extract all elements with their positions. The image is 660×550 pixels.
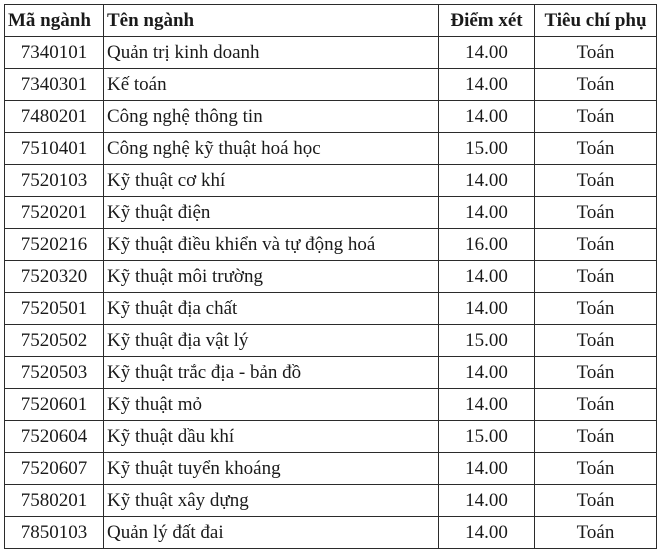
admission-score-cell: 14.00: [439, 389, 535, 421]
admission-score-cell: 14.00: [439, 485, 535, 517]
secondary-criterion-cell: Toán: [535, 453, 657, 485]
admission-score-cell: 15.00: [439, 325, 535, 357]
table-row: [5, 517, 657, 549]
admission-score-cell: 15.00: [439, 421, 535, 453]
table-row: [5, 261, 657, 293]
major-name-cell: Công nghệ thông tin: [104, 101, 439, 133]
major-name-cell: Kỹ thuật môi trường: [104, 261, 439, 293]
major-code-cell: 7480201: [5, 101, 104, 133]
table-body: [5, 37, 657, 549]
major-code-cell: 7520604: [5, 421, 104, 453]
major-code-cell: 7520607: [5, 453, 104, 485]
table-row: [5, 485, 657, 517]
header-major-code: Mã ngành: [5, 5, 104, 37]
major-name-cell: Kỹ thuật địa vật lý: [104, 325, 439, 357]
major-name-cell: Kỹ thuật trắc địa - bản đồ: [104, 357, 439, 389]
secondary-criterion-cell: Toán: [535, 197, 657, 229]
secondary-criterion-cell: Toán: [535, 133, 657, 165]
table-row: [5, 197, 657, 229]
secondary-criterion-cell: Toán: [535, 229, 657, 261]
major-name-cell: Công nghệ kỹ thuật hoá học: [104, 133, 439, 165]
major-name-cell: Kỹ thuật điều khiển và tự động hoá: [104, 229, 439, 261]
table-row: [5, 293, 657, 325]
major-code-cell: 7340101: [5, 37, 104, 69]
table-row: [5, 165, 657, 197]
major-code-cell: 7520216: [5, 229, 104, 261]
secondary-criterion-cell: Toán: [535, 517, 657, 549]
admission-score-cell: 15.00: [439, 133, 535, 165]
major-code-cell: 7520501: [5, 293, 104, 325]
major-code-cell: 7520601: [5, 389, 104, 421]
table-row: [5, 357, 657, 389]
table-row: [5, 389, 657, 421]
header-row: [5, 5, 657, 37]
major-code-cell: 7520503: [5, 357, 104, 389]
secondary-criterion-cell: Toán: [535, 421, 657, 453]
major-code-cell: 7520201: [5, 197, 104, 229]
secondary-criterion-cell: Toán: [535, 293, 657, 325]
major-name-cell: Kỹ thuật cơ khí: [104, 165, 439, 197]
admission-score-cell: 14.00: [439, 357, 535, 389]
admissions-table: [4, 4, 657, 549]
major-name-cell: Kế toán: [104, 69, 439, 101]
major-code-cell: 7510401: [5, 133, 104, 165]
secondary-criterion-cell: Toán: [535, 325, 657, 357]
table-row: [5, 37, 657, 69]
admission-score-cell: 14.00: [439, 165, 535, 197]
admission-score-cell: 14.00: [439, 453, 535, 485]
major-name-cell: Kỹ thuật dầu khí: [104, 421, 439, 453]
major-code-cell: 7520320: [5, 261, 104, 293]
secondary-criterion-cell: Toán: [535, 485, 657, 517]
admission-score-cell: 14.00: [439, 101, 535, 133]
table-row: [5, 421, 657, 453]
major-name-cell: Kỹ thuật tuyển khoáng: [104, 453, 439, 485]
major-name-cell: Kỹ thuật điện: [104, 197, 439, 229]
major-code-cell: 7520502: [5, 325, 104, 357]
secondary-criterion-cell: Toán: [535, 101, 657, 133]
header-secondary-criterion: Tiêu chí phụ: [535, 5, 657, 37]
admission-score-cell: 14.00: [439, 69, 535, 101]
secondary-criterion-cell: Toán: [535, 37, 657, 69]
table-row: [5, 69, 657, 101]
major-name-cell: Quản lý đất đai: [104, 517, 439, 549]
admission-score-cell: 14.00: [439, 293, 535, 325]
table-row: [5, 101, 657, 133]
secondary-criterion-cell: Toán: [535, 69, 657, 101]
major-code-cell: 7580201: [5, 485, 104, 517]
table-row: [5, 133, 657, 165]
admissions-table-container: [4, 4, 656, 549]
admission-score-cell: 14.00: [439, 517, 535, 549]
major-name-cell: Kỹ thuật xây dựng: [104, 485, 439, 517]
table-row: [5, 229, 657, 261]
secondary-criterion-cell: Toán: [535, 389, 657, 421]
major-name-cell: Kỹ thuật mỏ: [104, 389, 439, 421]
admission-score-cell: 14.00: [439, 261, 535, 293]
table-row: [5, 453, 657, 485]
major-code-cell: 7520103: [5, 165, 104, 197]
secondary-criterion-cell: Toán: [535, 165, 657, 197]
admission-score-cell: 14.00: [439, 197, 535, 229]
admission-score-cell: 14.00: [439, 37, 535, 69]
major-name-cell: Quản trị kinh doanh: [104, 37, 439, 69]
major-name-cell: Kỹ thuật địa chất: [104, 293, 439, 325]
table-header: [5, 5, 657, 37]
admission-score-cell: 16.00: [439, 229, 535, 261]
secondary-criterion-cell: Toán: [535, 261, 657, 293]
major-code-cell: 7850103: [5, 517, 104, 549]
header-major-name: Tên ngành: [104, 5, 439, 37]
table-row: [5, 325, 657, 357]
major-code-cell: 7340301: [5, 69, 104, 101]
secondary-criterion-cell: Toán: [535, 357, 657, 389]
header-admission-score: Điểm xét: [439, 5, 535, 37]
